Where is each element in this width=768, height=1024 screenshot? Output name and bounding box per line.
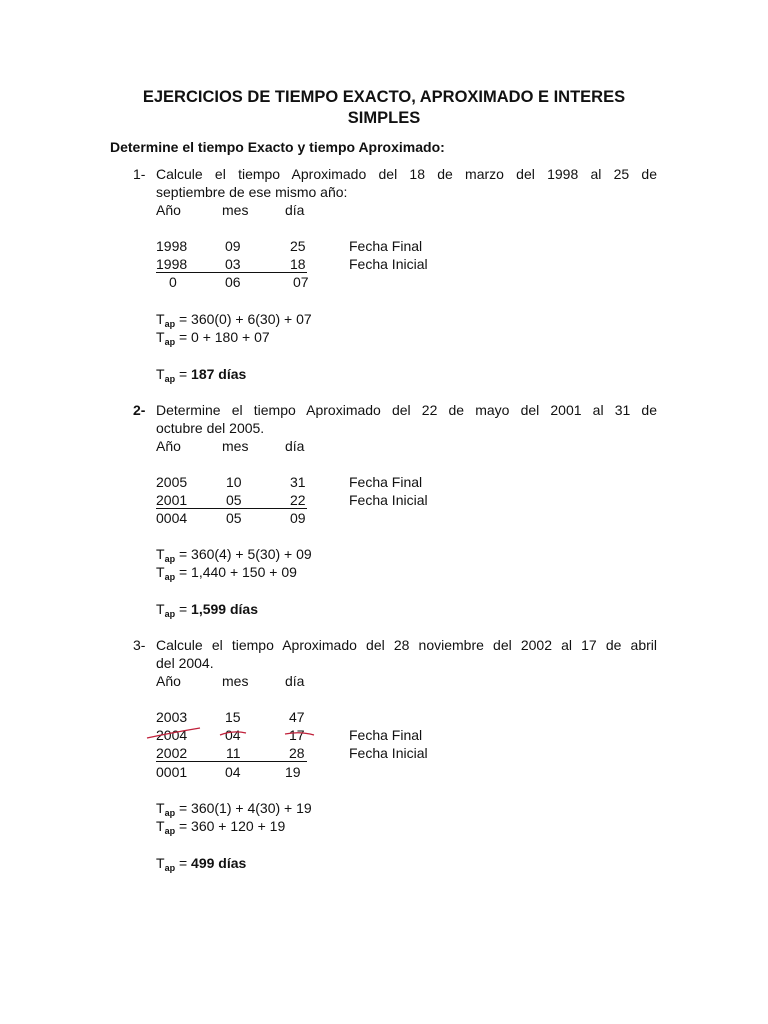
header-anio: Año: [156, 202, 181, 218]
ex3-final-dia: 17: [289, 727, 305, 743]
ex1-inicial-dia: 18: [290, 256, 306, 272]
ex1-result-anio: 0: [169, 274, 177, 290]
ex2-label-final: Fecha Final: [349, 474, 423, 490]
ex1-equation-1: $T_{ap} = 360(0) + 6(30) + 07$: [156, 311, 312, 329]
ex1-answer: $T_{ap} = 187$ días: [156, 366, 247, 384]
ex2-label-inicial: Fecha Inicial: [349, 492, 428, 508]
ex1-label-inicial: Fecha Inicial: [349, 256, 428, 272]
ex2-inicial-mes: 05: [226, 492, 242, 508]
ex2-result-mes: 05: [226, 510, 242, 526]
header-dia: día: [285, 673, 305, 689]
exercise-3-statement-line2: del 2004.: [156, 655, 214, 671]
ex3-final-mes: 04: [225, 727, 241, 743]
exercise-2-number: 2-: [133, 402, 146, 418]
ex3-label-inicial: Fecha Inicial: [349, 745, 428, 761]
ex3-borrow-mes: 15: [225, 709, 241, 725]
ex1-inicial-anio: 1998: [156, 256, 188, 272]
page-title: EJERCICIOS DE TIEMPO EXACTO, APROXIMADO E INTERES: [142, 88, 626, 106]
header-mes: mes: [222, 438, 249, 454]
ex3-final-anio: 2004: [156, 727, 188, 743]
ex3-label-final: Fecha Final: [349, 727, 423, 743]
exercise-3-statement-line1: Calcule el tiempo Aproximado del 28 noviembre del 2002 al 17 de abril: [156, 637, 657, 653]
ex1-label-final: Fecha Final: [349, 238, 423, 254]
ex1-result-mes: 06: [225, 274, 241, 290]
header-mes: mes: [222, 673, 249, 689]
ex3-equation-1: $T_{ap} = 360(1) + 4(30) + 19$: [156, 800, 312, 818]
header-anio: Año: [156, 673, 181, 689]
ex1-equation-2: $T_{ap} = 0 + 180 + 07$: [156, 329, 270, 347]
strike-17: [285, 733, 314, 735]
ex1-final-mes: 09: [225, 238, 241, 254]
ex3-inicial-anio: 2002: [156, 745, 188, 761]
header-dia: día: [285, 202, 305, 218]
ex2-final-dia: 31: [290, 474, 306, 490]
ex3-inicial-mes: 11: [226, 745, 241, 761]
header-mes: mes: [222, 202, 249, 218]
ex3-equation-2: $T_{ap} = 360 + 120 + 19$: [156, 818, 286, 836]
ex1-result-dia: 07: [293, 274, 309, 290]
page-title-line2: SIMPLES: [347, 109, 421, 127]
ex3-borrow-dia: 47: [289, 709, 305, 725]
ex3-answer: $T_{ap} = 499$ días: [156, 855, 247, 873]
strike-04: [220, 732, 246, 735]
section-subtitle: Determine el tiempo Exacto y tiempo Aproximado:: [110, 139, 445, 155]
ex3-result-anio: 0001: [156, 764, 188, 780]
ex1-inicial-mes: 03: [225, 256, 241, 272]
exercise-2-statement-line1: Determine el tiempo Aproximado del 22 de mayo del 2001 al 31 de: [156, 402, 657, 418]
ex3-result-dia: 19: [285, 764, 301, 780]
ex2-answer: $T_{ap} = 1,599$ días: [156, 601, 258, 619]
ex3-inicial-dia: 28: [289, 745, 305, 761]
ex2-equation-1: $T_{ap} = 360(4) + 5(30) + 09$: [156, 546, 312, 564]
ex2-final-anio: 2005: [156, 474, 188, 490]
header-dia: día: [285, 438, 305, 454]
strike-2004: [147, 728, 200, 738]
exercise-2-statement-line2: octubre del 2005.: [156, 420, 265, 436]
header-anio: Año: [156, 438, 181, 454]
ex1-final-anio: 1998: [156, 238, 188, 254]
ex3-result-mes: 04: [225, 764, 241, 780]
ex2-equation-2: $T_{ap} = 1,440 + 150 + 09$: [156, 564, 297, 582]
exercise-3-number: 3-: [133, 637, 146, 653]
exercise-1-number: 1-: [133, 166, 146, 182]
ex2-inicial-dia: 22: [290, 492, 306, 508]
exercise-1-statement-line1: Calcule el tiempo Aproximado del 18 de marzo del 1998 al 25 de: [156, 166, 657, 182]
ex2-final-mes: 10: [226, 474, 242, 490]
ex2-result-anio: 0004: [156, 510, 188, 526]
ex2-result-dia: 09: [290, 510, 306, 526]
ex3-borrow-anio: 2003: [156, 709, 188, 725]
exercise-1-statement-line2: septiembre de ese mismo año:: [156, 184, 348, 200]
ex2-inicial-anio: 2001: [156, 492, 188, 508]
ex1-final-dia: 25: [290, 238, 306, 254]
